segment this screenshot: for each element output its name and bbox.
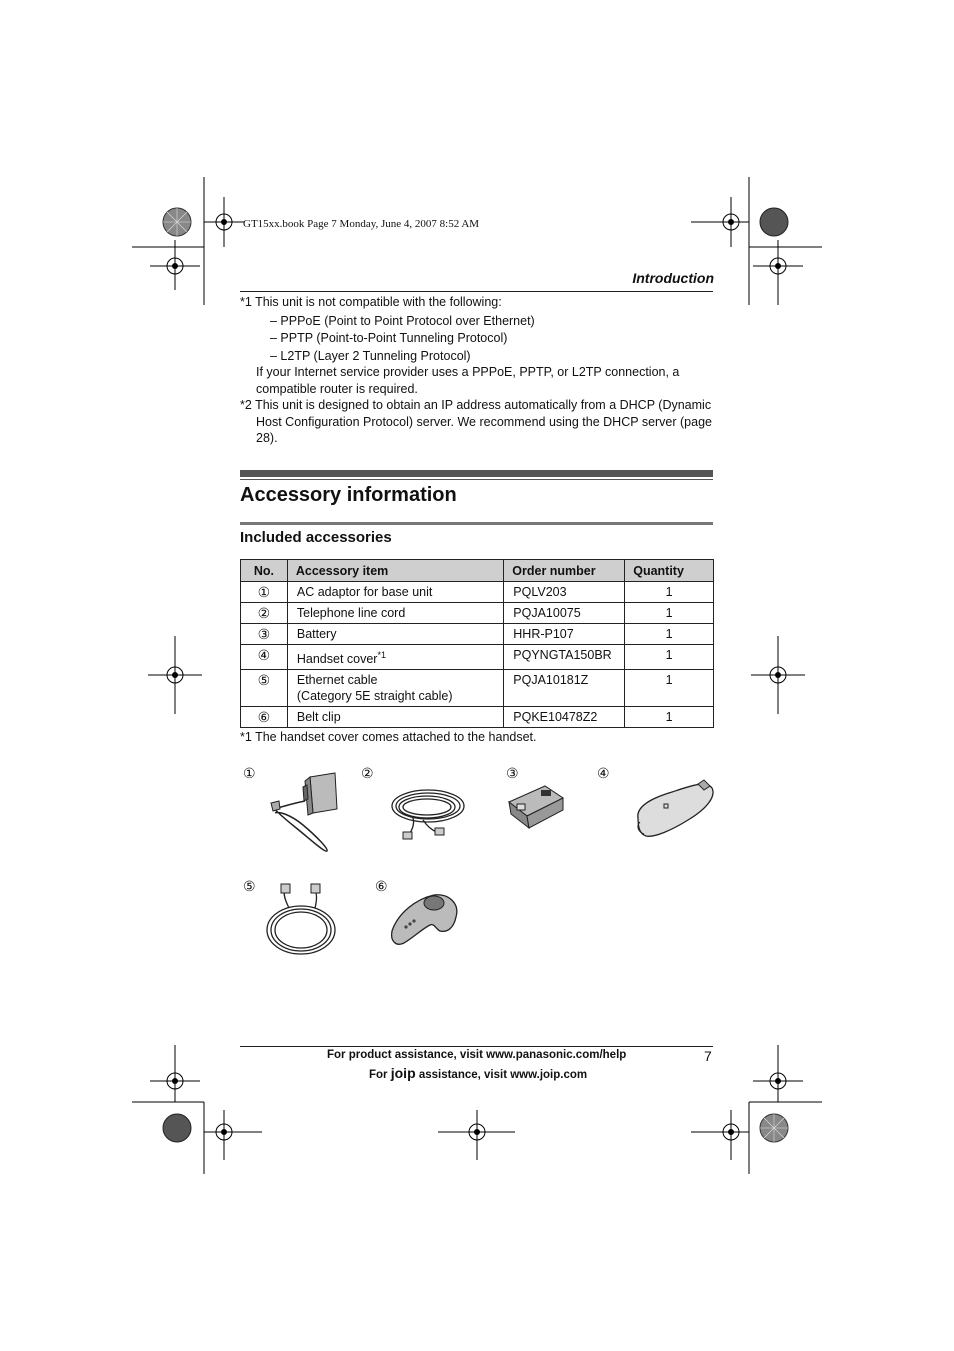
row-item [287,670,503,707]
table-footnote: *1 The handset cover comes attached to the handset. [240,730,537,744]
table-row [241,645,714,670]
footer-prefix: For [369,1069,391,1081]
row-order: PQYNGTA150BR [504,645,625,670]
header-rule [240,291,713,292]
row-qty: 1 [625,707,714,728]
row-no: ③ [241,624,288,645]
row-item: Battery [287,624,503,645]
row-item-footnote-ref: *1 [377,650,386,660]
illustration-number: ② [361,765,374,781]
row-qty: 1 [625,645,714,670]
telephone-cord-icon [383,782,468,842]
footer-help-text: For product assistance, visit www.panasonic.com/help [327,1049,627,1061]
row-qty: 1 [625,603,714,624]
belt-clip-icon [386,887,466,947]
row-item-text: Ethernet cable [296,673,378,688]
subheading-bar [240,522,713,525]
note-1-item: – L2TP (Layer 2 Tunneling Protocol) [270,348,471,363]
print-header: GT15xx.book Page 7 Monday, June 4, 2007 8:52 AM [243,218,480,230]
header-no: No. [241,560,288,582]
header-quantity: Quantity [625,560,714,582]
handset-cover-icon [632,778,717,840]
ethernet-cable-icon [263,882,341,957]
row-order: PQKE10478Z2 [504,707,625,728]
illustration-number: ③ [506,765,519,781]
joip-logo: joip [390,1065,416,1081]
table-row [241,670,714,707]
row-no: ⑤ [241,670,288,707]
table-row [241,624,714,645]
row-item-text: Handset cover [296,652,378,667]
row-qty: 1 [625,624,714,645]
header-order: Order number [504,560,625,582]
row-no: ④ [241,645,288,670]
row-item [287,645,503,670]
page-number: 7 [704,1048,712,1064]
row-qty: 1 [625,582,714,603]
illustration-number: ⑤ [243,878,256,894]
header-item: Accessory item [287,560,503,582]
footer-rule [240,1046,713,1047]
note-2: *2 This unit is designed to obtain an IP address automatically from a DHCP (Dynamic Host Configuration Protocol) server. We recommend using the DHCP server (page 28). [240,398,712,445]
battery-icon [505,782,567,832]
note-1-item: – PPTP (Point-to-Point Tunneling Protocol) [270,331,508,345]
table-row [241,603,714,624]
row-no: ⑥ [241,707,288,728]
row-order: PQLV203 [504,582,625,603]
row-order: PQJA10181Z [504,670,625,707]
table-row [241,582,714,603]
row-no: ① [241,582,288,603]
heading-bar [240,470,713,477]
table-header-row [241,560,714,582]
row-item: Belt clip [287,707,503,728]
table-row [241,707,714,728]
row-qty: 1 [625,670,714,707]
heading-bar-thin [240,479,713,480]
row-no: ② [241,603,288,624]
notes [240,294,714,447]
row-item-text-2: (Category 5E straight cable) [296,689,453,704]
illustration-number: ① [243,765,256,781]
row-order: HHR-P107 [504,624,625,645]
illustration-number: ④ [597,765,610,781]
note-1-lead: *1 This unit is not compatible with the following: [240,295,502,309]
note-1-tail: If your Internet service provider uses a PPPoE, PPTP, or L2TP connection, a compatible router is required. [256,365,680,396]
row-item: Telephone line cord [287,603,503,624]
row-item: AC adaptor for base unit [287,582,503,603]
footer-suffix: assistance, visit www.joip.com [415,1069,588,1081]
note-1-item: – PPPoE (Point to Point Protocol over Ethernet) [270,313,535,328]
subheading: Included accessories [240,529,392,546]
page-heading: Accessory information [240,484,457,506]
ac-adaptor-icon [265,765,345,855]
section-title: Introduction [632,270,714,286]
illustration-number: ⑥ [375,878,388,894]
accessory-table [240,559,714,728]
row-order: PQJA10075 [504,603,625,624]
footer-joip-text [369,1065,587,1081]
